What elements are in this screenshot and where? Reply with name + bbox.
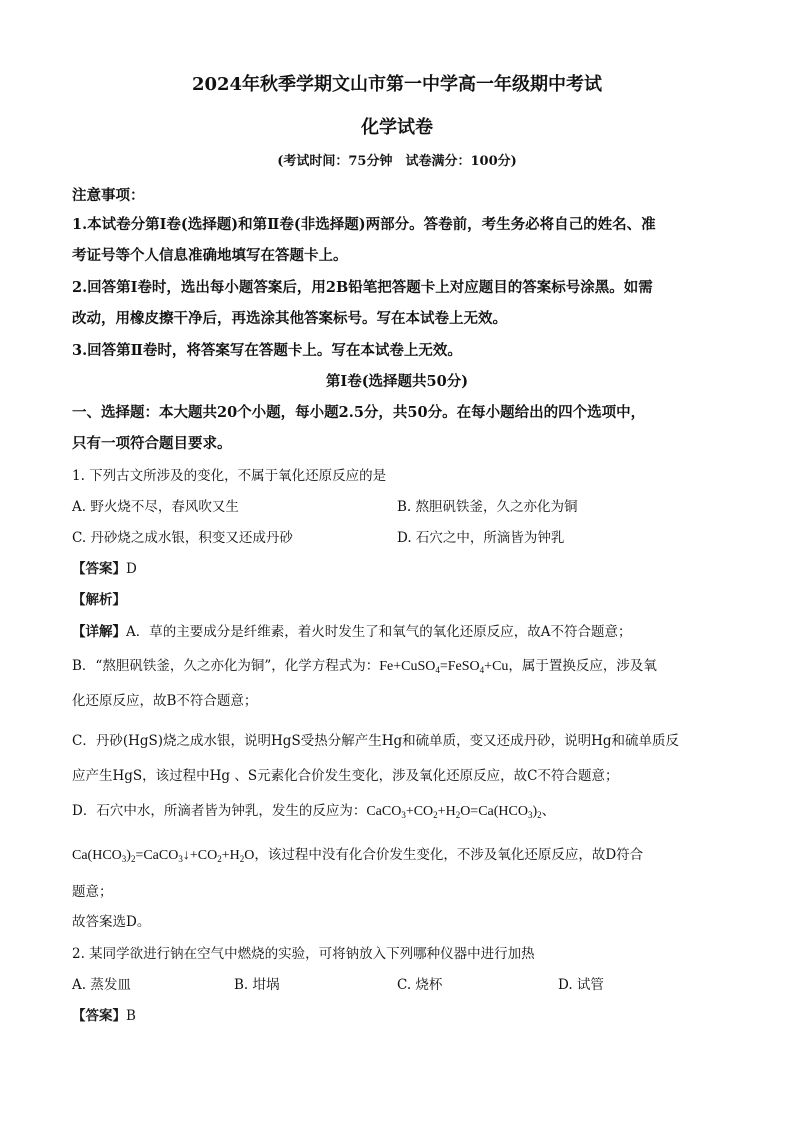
q1-detail-line-d2 [72, 843, 643, 864]
detail-tag: 【详解】 [72, 624, 126, 640]
q2-option-a: A. 蒸发皿 [72, 977, 131, 993]
q1-detail-line-c1: C．丹砂(HgS)烧之成水银，说明HgS受热分解产生Hg和硫单质，变又还成丹砂，说明Hg和硫单质反 [72, 733, 680, 749]
q1-detail-line-b1 [72, 654, 657, 675]
equation-fe-cuso4: Fe+CuSO$_4$=FeSO$_4$+Cu [379, 659, 509, 675]
exam-info: (考试时间：75分钟 试卷满分：100分) [277, 154, 517, 169]
exam-title: 2024年秋季学期文山市第一中学高一年级期中考试 [191, 74, 603, 95]
notice-item-1-line-2: 考证号等个人信息准确地填写在答题卡上。 [72, 247, 348, 264]
q1-conclusion: 故答案选D。 [72, 914, 151, 930]
notice-item-2-line-2: 改动，用橡皮擦干净后，再选涂其他答案标号。写在本试卷上无效。 [72, 310, 507, 327]
q1-answer [72, 557, 137, 577]
detail-b-text: B．“熬胆矾铁釜，久之亦化为铜”，化学方程式为： [72, 658, 380, 674]
q1-stem: 1. 下列古文所涉及的变化，不属于氧化还原反应的是 [72, 468, 387, 484]
section-desc-line-1: 一、选择题：本大题共20个小题，每小题2.5分，共50分。在每小题给出的四个选项中， [72, 404, 646, 421]
q2-answer [72, 1004, 136, 1024]
q1-option-b: B. 熬胆矾铁釜，久之亦化为铜 [397, 499, 578, 515]
detail-a-text: A．草的主要成分是纤维素，着火时发生了和氧气的氧化还原反应，故A不符合题意； [126, 624, 632, 640]
q1-detail-line-d1 [72, 799, 556, 820]
q1-detail-line-b2: 化还原反应，故B不符合题意； [72, 693, 258, 709]
q1-option-d: D. 石穴之中，所滴皆为钟乳 [397, 530, 565, 546]
analysis-tag: 【解析】 [72, 592, 126, 608]
notice-item-3: 3.回答第Ⅱ卷时，将答案写在答题卡上。写在本试卷上无效。 [72, 342, 462, 359]
detail-b-text-post: ，属于置换反应，涉及氧 [508, 658, 657, 674]
notice-item-1-line-1: 1.本试卷分第Ⅰ卷(选择题)和第Ⅱ卷(非选择题)两部分。答卷前，考生务必将自己的姓名、准 [72, 216, 656, 233]
q1-detail-line-d3: 题意； [72, 884, 113, 900]
answer-value: B [126, 1008, 136, 1024]
notice-heading: 注意事项： [72, 187, 145, 204]
exam-subject: 化学试卷 [361, 117, 433, 138]
answer-value: D [126, 561, 137, 577]
equation-caco3-dissolve: $CaCO_3+CO_2+H_2O=Ca(HCO_3)_2$、 [366, 804, 556, 820]
q1-detail-line-c2: 应产生HgS，该过程中Hg 、S元素化合价发生变化，涉及氧化还原反应，故C不符合题意； [72, 768, 619, 784]
answer-tag: 【答案】 [72, 1008, 126, 1024]
q2-stem: 2. 某同学欲进行钠在空气中燃烧的实验，可将钠放入下列哪种仪器中进行加热 [72, 946, 535, 962]
answer-tag: 【答案】 [72, 561, 126, 577]
q1-option-c: C. 丹砂烧之成水银，积变又还成丹砂 [72, 530, 293, 546]
q1-option-a: A. 野火烧不尽，春风吹又生 [72, 499, 239, 515]
q2-option-c: C. 烧杯 [397, 977, 443, 993]
detail-d-text: D．石穴中水，所滴者皆为钟乳，发生的反应为： [72, 803, 367, 819]
section-title: 第Ⅰ卷(选择题共50分) [325, 373, 469, 390]
detail-d-text-post: ，该过程中没有化合价发生变化，不涉及氧化还原反应，故D符合 [254, 847, 644, 863]
q1-detail-line-a [72, 620, 632, 640]
q1-analysis-tag [72, 588, 126, 608]
q2-option-d: D. 试管 [558, 977, 604, 993]
section-desc-line-2: 只有一项符合题目要求。 [72, 435, 232, 452]
notice-item-2-line-1: 2.回答第Ⅰ卷时，选出每小题答案后，用2B铅笔把答题卡上对应题目的答案标号涂黑。如需 [72, 279, 653, 296]
q2-option-b: B. 坩埚 [234, 977, 280, 993]
equation-ca-hco3-decompose: $Ca(HCO_3)_2=CaCO_3↓+CO_2+H_2O$ [72, 848, 255, 864]
